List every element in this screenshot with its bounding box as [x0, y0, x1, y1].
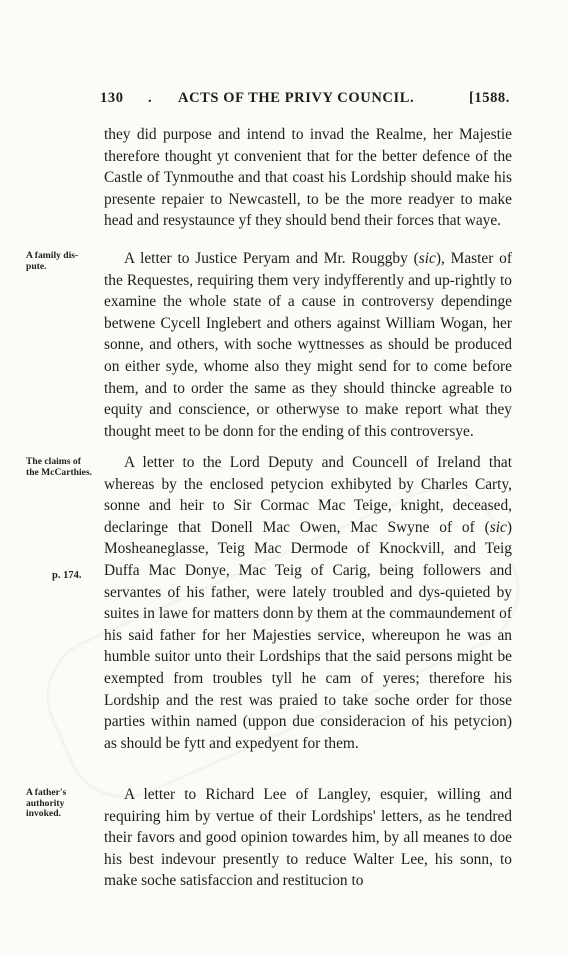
running-header — [100, 90, 510, 114]
running-title: ACTS OF THE PRIVY COUNCIL. — [178, 90, 415, 106]
paragraph-continuation: they did purpose and intend to invad the Realme, her Majestie therefore thought yt convenient that for the better defence of the Castle of Tynmouthe and that coast his Lordship should make his presente repaier to Newcastell, to be the more readyer to make head and resystaunce yf they should bend their forces that waye. — [104, 126, 512, 230]
header-year: [1588. — [468, 90, 510, 106]
paragraph-peryam-letter: A letter to Justice Peryam and Mr. Rouggby (sic), Master of the Requestes, requiring them very indyfferently and up-rightly to examine the whole state of a cause in controversy dependinge betwene Cycell Inglebert and others against William Wogan, her sonne, and others, with soche wyttnesses as should be produced on either syde, whome also they might send for to come before them, and to order the same as they should thincke agreable to equity and conscience, or otherwyse to make report what they thought meet to be donn for the ending of this controversye. — [104, 250, 512, 440]
margin-note-family-dispute: A family dis-pute. — [26, 250, 79, 272]
paragraph-ireland-letter: A letter to the Lord Deputy and Councell of Ireland that whereas by the enclosed petycion exhibyted by Charles Carty, sonne and heir to Sir Cormac Mac Teige, knight, deceased, declaringe that Donell Mac Owen, Mac Swyne of of (sic) Mosheaneglasse, Teig Mac Dermode of Knockvill, and Teig Duffa Mac Donye, Mac Teig of Carig, being followers and servantes of his father, were lately troubled and dys-quieted by suites in lawe for matters donn by them at the commaundement of his said father for her Majesties service, whereupon he was an humble suitor unto their Lordships that the said persons might be exempted from troubles tyll he cam of yeres; therefore his Lordship and the rest was praied to take soche order for those parties within named (uppon due consideracion of his petycion) as should be fytt and expedyent for them. — [104, 454, 512, 752]
margin-note-father-authority: A father's authority invoked. — [26, 787, 67, 819]
page-number: 130 — [100, 90, 124, 106]
paragraph-lee-letter: A letter to Richard Lee of Langley, esquier, willing and requiring him by vertue of their Lordships' letters, as he tendred their favors and good opinion towardes him, by all meanes to doe his best indevour presently to reduce Walter Lee, his sonn, to make soche satisfaccion and restitucion to — [104, 786, 512, 890]
margin-note-claims: The claims of the McCarthies. — [26, 456, 93, 478]
header-separator: . — [148, 90, 153, 106]
margin-page-reference: p. 174. — [52, 570, 82, 581]
